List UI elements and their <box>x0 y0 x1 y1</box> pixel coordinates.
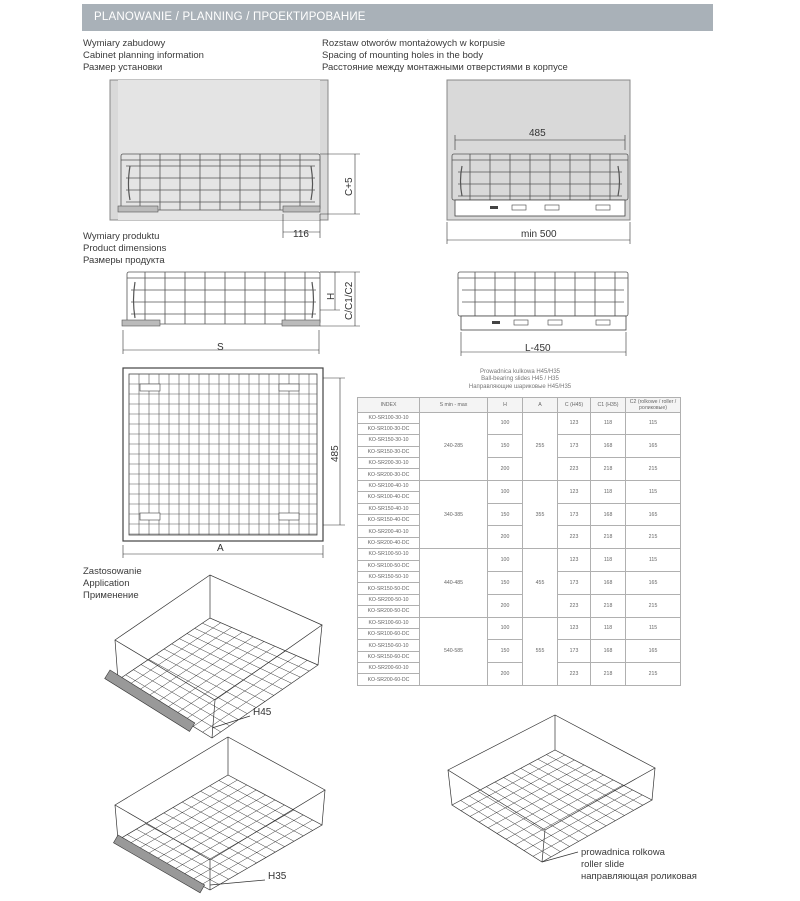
table-cell-a: 455 <box>523 549 558 617</box>
table-cell-index: KO-SR150-50-DC <box>358 583 420 594</box>
table-cell-s: 540-585 <box>420 617 488 685</box>
table-cell-c: 223 <box>558 663 591 686</box>
table-cell-index: KO-SR200-40-DC <box>358 537 420 548</box>
table-cell-s: 440-485 <box>420 549 488 617</box>
label-en: Application <box>83 578 130 590</box>
dim-c5: C+5 <box>344 177 355 196</box>
table-cell-c: 173 <box>558 435 591 458</box>
table-cell-c: 173 <box>558 503 591 526</box>
table-cell-c1: 118 <box>591 549 626 572</box>
table-cell-a: 555 <box>523 617 558 685</box>
roller-ru: направляющая роликовая <box>581 871 697 883</box>
table-cell-index: KO-SR100-60-DC <box>358 628 420 639</box>
table-header-cell: A <box>523 398 558 413</box>
table-cell-index: KO-SR100-30-10 <box>358 412 420 423</box>
table-cell-index: KO-SR150-30-DC <box>358 446 420 457</box>
dim-cc: C/C1/C2 <box>344 281 355 320</box>
table-cell-index: KO-SR200-50-DC <box>358 606 420 617</box>
table-cell-c: 123 <box>558 549 591 572</box>
table-cell-index: KO-SR150-60-DC <box>358 651 420 662</box>
table-cell-h: 150 <box>488 503 523 526</box>
table-cell-index: KO-SR200-30-DC <box>358 469 420 480</box>
table-cell-h: 200 <box>488 663 523 686</box>
label-ru: Размер установки <box>83 62 163 74</box>
table-cell-h: 200 <box>488 526 523 549</box>
table-header-cell: INDEX <box>358 398 420 413</box>
table-title-pl: Prowadnica kulkowa H45/H35 <box>479 369 561 375</box>
table-cell-index: KO-SR100-40-10 <box>358 480 420 491</box>
table-cell-c1: 168 <box>591 435 626 458</box>
table-cell-h: 150 <box>488 571 523 594</box>
table-header-cell: C1 (H35) <box>591 398 626 413</box>
table-cell-index: KO-SR150-30-10 <box>358 435 420 446</box>
table-cell-h: 100 <box>488 617 523 640</box>
table-cell-h: 100 <box>488 412 523 435</box>
table-cell-index: KO-SR100-60-10 <box>358 617 420 628</box>
roller-en: roller slide <box>581 859 625 871</box>
table-cell-c1: 218 <box>591 663 626 686</box>
table-cell-index: KO-SR150-50-10 <box>358 571 420 582</box>
table-cell-index: KO-SR200-60-10 <box>358 663 420 674</box>
dim-a: A <box>217 543 224 554</box>
table-cell-index: KO-SR100-40-DC <box>358 492 420 503</box>
table-cell-h: 150 <box>488 640 523 663</box>
callout-h45: H45 <box>253 707 272 718</box>
table-cell-h: 150 <box>488 435 523 458</box>
table-cell-c2: 115 <box>626 617 681 640</box>
dim-h: H <box>326 292 337 300</box>
table-cell-c1: 218 <box>591 594 626 617</box>
table-cell-c1: 168 <box>591 503 626 526</box>
callout-roller <box>581 847 697 884</box>
label-en: Spacing of mounting holes in the body <box>322 50 484 62</box>
table-cell-index: KO-SR100-30-DC <box>358 423 420 434</box>
roller-pl: prowadnica rolkowa <box>581 847 665 858</box>
table-cell-a: 255 <box>523 412 558 480</box>
table-cell-c2: 215 <box>626 663 681 686</box>
dim-485-depth: 485 <box>330 445 341 462</box>
table-cell-c: 223 <box>558 458 591 481</box>
dim-s: S <box>217 342 224 353</box>
label-ru: Применение <box>83 590 139 602</box>
table-cell-c1: 118 <box>591 480 626 503</box>
table-cell-c: 173 <box>558 571 591 594</box>
dim-l450: L-450 <box>525 343 551 354</box>
table-cell-index: KO-SR200-40-10 <box>358 526 420 537</box>
table-cell-c1: 168 <box>591 571 626 594</box>
table-cell-c1: 168 <box>591 640 626 663</box>
label-ru: Размеры продукта <box>83 255 165 267</box>
table-cell-c2: 215 <box>626 458 681 481</box>
label-pl: Rozstaw otworów montażowych w korpusie <box>322 38 506 49</box>
table-cell-s: 240-285 <box>420 412 488 480</box>
table-cell-c: 173 <box>558 640 591 663</box>
label-en: Cabinet planning information <box>83 50 204 62</box>
dim-485: 485 <box>529 128 546 139</box>
table-cell-c2: 165 <box>626 640 681 663</box>
dim-116: 116 <box>293 229 309 240</box>
table-cell-c2: 115 <box>626 480 681 503</box>
table-cell-index: KO-SR200-50-10 <box>358 594 420 605</box>
table-cell-s: 340-385 <box>420 480 488 548</box>
table-header-cell: C2 (rolkowe / roller / роликовые) <box>626 398 681 413</box>
label-pl: Wymiary produktu <box>83 231 160 242</box>
table-header-cell: C (H45) <box>558 398 591 413</box>
table-cell-c2: 115 <box>626 549 681 572</box>
table-cell-h: 100 <box>488 480 523 503</box>
table-cell-c: 123 <box>558 617 591 640</box>
table-cell-c2: 165 <box>626 435 681 458</box>
table-header-cell: S min - max <box>420 398 488 413</box>
label-pl: Wymiary zabudowy <box>83 38 166 49</box>
label-ru: Расстояние между монтажными отверстиями в корпусе <box>322 62 568 74</box>
table-title-en: Ball-bearing slides H45 / H35 <box>481 376 559 383</box>
table-cell-c2: 215 <box>626 594 681 617</box>
table-cell-c1: 218 <box>591 526 626 549</box>
table-title-ru: Направляющие шариковые H45/H35 <box>468 383 572 390</box>
table-cell-c2: 115 <box>626 412 681 435</box>
table-cell-h: 100 <box>488 549 523 572</box>
table-cell-c: 223 <box>558 526 591 549</box>
table-cell-index: KO-SR100-50-10 <box>358 549 420 560</box>
table-cell-c1: 218 <box>591 458 626 481</box>
table-cell-index: KO-SR100-50-DC <box>358 560 420 571</box>
table-cell-index: KO-SR200-60-DC <box>358 674 420 686</box>
dim-min500: min 500 <box>521 229 557 240</box>
table-cell-c: 223 <box>558 594 591 617</box>
table-cell-h: 200 <box>488 458 523 481</box>
page-title: PLANOWANIE / PLANNING / ПРОЕКТИРОВАНИЕ <box>94 11 366 23</box>
table-header-cell: H <box>488 398 523 413</box>
callout-h35: H35 <box>268 871 287 882</box>
table-cell-c: 123 <box>558 480 591 503</box>
table-cell-c1: 118 <box>591 412 626 435</box>
label-pl: Zastosowanie <box>83 566 142 577</box>
table-cell-index: KO-SR150-40-10 <box>358 503 420 514</box>
table-cell-index: KO-SR200-30-10 <box>358 458 420 469</box>
label-en: Product dimensions <box>83 243 167 255</box>
table-cell-c2: 165 <box>626 503 681 526</box>
table-cell-h: 200 <box>488 594 523 617</box>
table-cell-c2: 215 <box>626 526 681 549</box>
table-cell-c2: 165 <box>626 571 681 594</box>
table-cell-index: KO-SR150-60-10 <box>358 640 420 651</box>
table-cell-c1: 118 <box>591 617 626 640</box>
table-cell-a: 355 <box>523 480 558 548</box>
table-cell-index: KO-SR150-40-DC <box>358 515 420 526</box>
table-cell-c: 123 <box>558 412 591 435</box>
